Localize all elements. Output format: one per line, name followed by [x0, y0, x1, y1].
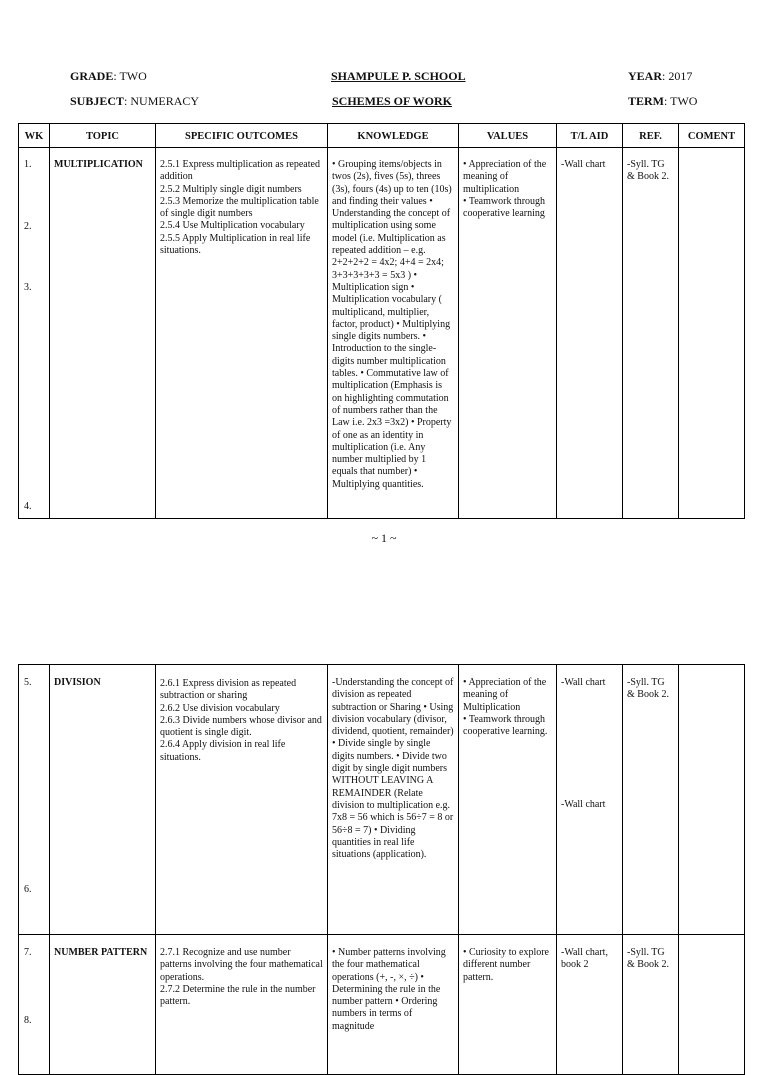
ref-cell: -Syll. TG & Book 2. [623, 935, 679, 1075]
col-header-knowledge: KNOWLEDGE [328, 124, 459, 148]
week-number: 2. [24, 221, 32, 232]
knowledge-cell: -Understanding the concept of division as repeated subtraction or Sharing • Using division vocabulary (divisor, dividend, quotient, remainder) • Divide single by single digits numbers. • Divide two digit by single digit numbers WITHOUT LEAVING A REMAINDER (Relate division to multiplication e.g. 7x8 = 56 which is 56÷7 = 8 or 56÷8 = 7) • Dividing quantities in real life situations (application). [328, 665, 459, 935]
week-number: 6. [24, 884, 32, 895]
schemes-title: SCHEMES OF WORK [332, 94, 453, 108]
subject-line [70, 94, 199, 109]
tl-aid-cell: -Wall chart [557, 148, 623, 519]
school-name: SHAMPULE P. SCHOOL [331, 69, 466, 83]
tl-aid-cell [557, 665, 623, 935]
page-number: ~ 1 ~ [371, 531, 397, 545]
year-line [628, 69, 692, 84]
col-header-topic: TOPIC [50, 124, 156, 148]
week-number: 3. [24, 282, 32, 293]
knowledge-cell: • Grouping items/objects in twos (2s), fives (5s), threes (3s), fours (4s) up to ten (10s) and finding their values • Understanding the concept of multiplication using some model (i.e. Multiplication as repeated addition – e.g. 2+2+2+2 = 4x2; 4+4 = 2x4; 3+3+3+3+3 = 5x3 ) • Multiplication sign • Multiplication vocabulary ( multiplicand, multiplier, factor, product) • Multiplying single digits numbers. • Introduction to the single-digits number multiplication tables. • Commutative law of multiplication (Emphasis is on highlighting commutation of numbers rather than the Law i.e. 2x3 =3x2) • Property of one as an identity in multiplication (i.e. Any number multiplied by 1 equals that number) • Multiplying quantities. [328, 148, 459, 519]
topic-cell: NUMBER PATTERN [50, 935, 156, 1075]
week-number: 1. [24, 159, 32, 170]
values-cell: • Appreciation of the meaning of multiplication • Teamwork through cooperative learning [459, 148, 557, 519]
week-cell [19, 148, 50, 519]
knowledge-cell: • Number patterns involving the four mathematical operations (+, -, ×, ÷) • Determining the rule in the number pattern • Ordering numbers in terms of magnitude [328, 935, 459, 1075]
tl-aid-text: -Wall chart [561, 677, 606, 688]
ref-cell: -Syll. TG & Book 2. [623, 665, 679, 935]
col-header-ref: REF. [623, 124, 679, 148]
outcomes-cell: 2.6.1 Express division as repeated subtraction or sharing 2.6.2 Use division vocabulary 2.6.3 Divide numbers whose divisor and quotient is single digit. 2.6.4 Apply division in real life situations. [156, 665, 328, 935]
outcomes-cell: 2.7.1 Recognize and use number patterns involving the four mathematical operations. 2.7.2 Determine the rule in the number pattern. [156, 935, 328, 1075]
topic-cell: DIVISION [50, 665, 156, 935]
ref-cell: -Syll. TG & Book 2. [623, 148, 679, 519]
week-cell [19, 935, 50, 1075]
subject-label: SUBJECT [70, 94, 125, 108]
table-row [19, 148, 745, 519]
week-cell [19, 665, 50, 935]
scheme-table-page1 [18, 123, 745, 519]
grade-value: : TWO [113, 69, 147, 83]
tl-aid-cell: -Wall chart, book 2 [557, 935, 623, 1075]
values-cell: • Curiosity to explore different number pattern. [459, 935, 557, 1075]
scheme-table-page2 [18, 664, 745, 1075]
grade-line [70, 69, 147, 84]
values-cell: • Appreciation of the meaning of Multiplication • Teamwork through cooperative learning. [459, 665, 557, 935]
comment-cell [679, 148, 745, 519]
term-line [628, 94, 697, 109]
col-header-comment: COMENT [679, 124, 745, 148]
col-header-outcomes: SPECIFIC OUTCOMES [156, 124, 328, 148]
term-label: TERM [628, 94, 664, 108]
col-header-values: VALUES [459, 124, 557, 148]
table-row [19, 935, 745, 1075]
col-header-wk: WK [19, 124, 50, 148]
comment-cell [679, 665, 745, 935]
week-number: 8. [24, 1015, 32, 1026]
week-number: 5. [24, 677, 32, 688]
table-row [19, 665, 745, 935]
week-number: 7. [24, 947, 32, 958]
grade-label: GRADE [70, 69, 114, 83]
year-value: : 2017 [662, 69, 693, 83]
subject-value: : NUMERACY [124, 94, 200, 108]
week-number: 4. [24, 501, 32, 512]
comment-cell [679, 935, 745, 1075]
tl-aid-text: -Wall chart [561, 799, 606, 810]
term-value: : TWO [664, 94, 698, 108]
col-header-aid: T/L AID [557, 124, 623, 148]
table-header-row [19, 124, 745, 148]
outcomes-cell: 2.5.1 Express multiplication as repeated addition 2.5.2 Multiply single digit numbers 2.5.3 Memorize the multiplication table of single digit numbers 2.5.4 Use Multiplication vocabulary 2.5.5 Apply Multiplication in real life situations. [156, 148, 328, 519]
topic-cell: MULTIPLICATION [50, 148, 156, 519]
year-label: YEAR [628, 69, 663, 83]
